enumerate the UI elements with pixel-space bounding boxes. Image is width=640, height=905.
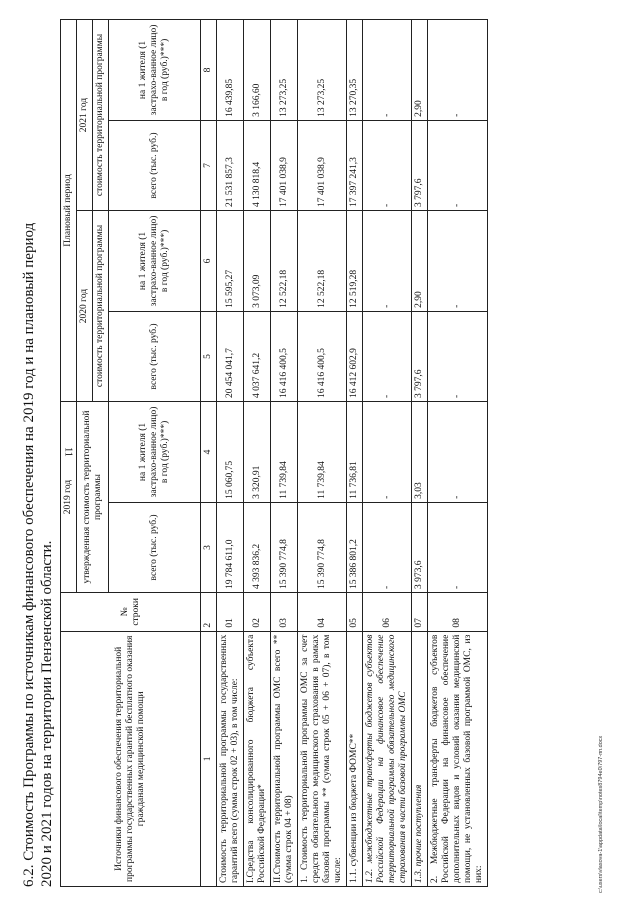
table-row bbox=[298, 20, 347, 887]
row-value: 15 386 801,2 bbox=[347, 502, 363, 592]
header-source: Источники финансового обеспечения территориальной программы государственных гарантий бесплатного оказания гражданам медицинской помощи bbox=[61, 631, 201, 886]
row-value: 16 439,85 bbox=[217, 20, 244, 121]
table-row bbox=[363, 20, 412, 887]
header-2021: 2021 год bbox=[77, 20, 93, 211]
row-label: 1.1. субвенции из бюджета ФОМС** bbox=[347, 631, 363, 886]
row-value: 15 595,27 bbox=[217, 211, 244, 312]
table-row bbox=[412, 20, 428, 887]
row-value: - bbox=[428, 311, 488, 401]
header-2019: 2019 год bbox=[61, 402, 77, 593]
table-row bbox=[347, 20, 363, 887]
row-value: 15 390 774,8 bbox=[298, 502, 347, 592]
header-cost-2020: стоимость территориальной программы bbox=[93, 211, 109, 402]
row-label: 1. Стоимость территориальной программы ОМС за счет средств обязательного медицинского страхования в рамках базовой программы ** (сумма строк 05 + 06 + 07), в том числе: bbox=[298, 631, 347, 886]
header-per-resident-2020: на 1 жителя (1 застрахо-ванное лицо) в год (руб.)***) bbox=[109, 211, 201, 312]
rotated-page-content bbox=[20, 17, 620, 887]
row-value: 12 519,28 bbox=[347, 211, 363, 312]
row-value: 3 797,6 bbox=[412, 120, 428, 210]
heading-line-2: 2020 и 2021 годов на территории Пензенской области. bbox=[39, 540, 55, 887]
col-number: 3 bbox=[201, 502, 217, 592]
row-value: 13 270,35 bbox=[347, 20, 363, 121]
row-number: 06 bbox=[363, 593, 412, 632]
row-value: - bbox=[428, 120, 488, 210]
row-value: - bbox=[428, 402, 488, 503]
row-value: 17 401 038,9 bbox=[298, 120, 347, 210]
table-row bbox=[244, 20, 271, 887]
table-row bbox=[217, 20, 244, 887]
row-value: 15 060,75 bbox=[217, 402, 244, 503]
row-value: - bbox=[428, 211, 488, 312]
row-value: 16 416 400,5 bbox=[271, 311, 298, 401]
row-value: 13 273,25 bbox=[298, 20, 347, 121]
row-number: 04 bbox=[298, 593, 347, 632]
row-value: - bbox=[363, 402, 412, 503]
row-number: 08 bbox=[428, 593, 488, 632]
header-cost-2021: стоимость территориальной программы bbox=[93, 20, 109, 211]
row-value: - bbox=[363, 120, 412, 210]
row-value: 19 784 611,0 bbox=[217, 502, 244, 592]
row-value: 17 401 038,9 bbox=[271, 120, 298, 210]
col-number: 4 bbox=[201, 402, 217, 503]
row-number: 01 bbox=[217, 593, 244, 632]
row-value: 4 393 836,2 bbox=[244, 502, 271, 592]
row-value: 15 390 774,8 bbox=[271, 502, 298, 592]
col-number: 1 bbox=[201, 631, 217, 886]
header-per-resident-2021: на 1 жителя (1 застрахо-ванное лицо) в год (руб.)***) bbox=[109, 20, 201, 121]
table-row bbox=[428, 20, 488, 887]
header-planned-period: Плановый период bbox=[61, 20, 77, 402]
row-number: 05 bbox=[347, 593, 363, 632]
row-value: - bbox=[363, 211, 412, 312]
footer-file-path: c:\users\vlasova-1\appdata\local\temp\notes8794e0\797-пп.docx bbox=[598, 735, 604, 893]
row-value: 16 416 400,5 bbox=[298, 311, 347, 401]
row-label: Стоимость территориальной программы государственных гарантий всего (сумма строк 02 + 03), в том числе: bbox=[217, 631, 244, 886]
row-value: 13 273,25 bbox=[271, 20, 298, 121]
header-row-no: № строки bbox=[61, 593, 201, 632]
row-value: 12 522,18 bbox=[271, 211, 298, 312]
row-value: 4 130 818,4 bbox=[244, 120, 271, 210]
col-number: 6 bbox=[201, 211, 217, 312]
header-approved-cost: утвержденная стоимость территориальной программы bbox=[77, 402, 109, 593]
header-total-2019: всего (тыс. руб.) bbox=[109, 502, 201, 592]
page-number: 11 bbox=[62, 447, 74, 457]
row-value: 11 739,84 bbox=[298, 402, 347, 503]
col-number: 8 bbox=[201, 20, 217, 121]
row-value: - bbox=[363, 502, 412, 592]
financing-table bbox=[60, 19, 488, 887]
row-value: - bbox=[363, 311, 412, 401]
row-value: 3 166,60 bbox=[244, 20, 271, 121]
col-number: 7 bbox=[201, 120, 217, 210]
row-value: - bbox=[363, 20, 412, 121]
row-number: 03 bbox=[271, 593, 298, 632]
row-value: 11 736,81 bbox=[347, 402, 363, 503]
row-value: 4 037 641,2 bbox=[244, 311, 271, 401]
row-value: 21 531 857,3 bbox=[217, 120, 244, 210]
row-value: 3,03 bbox=[412, 402, 428, 503]
row-number: 02 bbox=[244, 593, 271, 632]
row-value: 20 454 041,7 bbox=[217, 311, 244, 401]
header-2020: 2020 год bbox=[77, 211, 93, 402]
row-value: 3 973,6 bbox=[412, 502, 428, 592]
row-label: II.Стоимость территориальной программы ОМС всего ** (сумма строк 04 + 08) bbox=[271, 631, 298, 886]
row-value: - bbox=[428, 502, 488, 592]
row-value: 12 522,18 bbox=[298, 211, 347, 312]
row-number: 07 bbox=[412, 593, 428, 632]
heading-line-1: 6.2. Стоимость Программы по источникам финансового обеспечения на 2019 год и на плановый период bbox=[21, 222, 37, 887]
row-label: 1.2. межбюджетные трансферты бюджетов субъектов Российской Федерации на финансовое обеспечение территориальной программы обязательного медицинского страхования в части базовой программы ОМС bbox=[363, 631, 412, 886]
col-number: 5 bbox=[201, 311, 217, 401]
row-label: I.Средства консолидированного бюджета субъекта Российской Федерации* bbox=[244, 631, 271, 886]
row-value: 3 073,09 bbox=[244, 211, 271, 312]
row-value: 16 412 602,9 bbox=[347, 311, 363, 401]
header-per-resident-2019: на 1 жителя (1 застрахо-ванное лицо) в год (руб.)***) bbox=[109, 402, 201, 503]
table-row bbox=[271, 20, 298, 887]
col-number: 2 bbox=[201, 593, 217, 632]
row-value: 11 739,84 bbox=[271, 402, 298, 503]
row-value: 2,90 bbox=[412, 211, 428, 312]
row-label: 2. Межбюджетные трансферты бюджетов субъектов Российской Федерации на финансовое обеспечение дополнительных видов и условий оказания медицинской помощи, не установленных базовой программой ОМС, из них: bbox=[428, 631, 488, 886]
row-value: 3 797,6 bbox=[412, 311, 428, 401]
row-value: - bbox=[428, 20, 488, 121]
row-value: 17 397 241,3 bbox=[347, 120, 363, 210]
section-heading bbox=[20, 17, 56, 887]
row-value: 2,90 bbox=[412, 20, 428, 121]
header-total-2020: всего (тыс. руб.) bbox=[109, 311, 201, 401]
row-label: 1.3. прочие поступления bbox=[412, 631, 428, 886]
row-value: 3 320,91 bbox=[244, 402, 271, 503]
header-total-2021: всего (тыс. руб.) bbox=[109, 120, 201, 210]
